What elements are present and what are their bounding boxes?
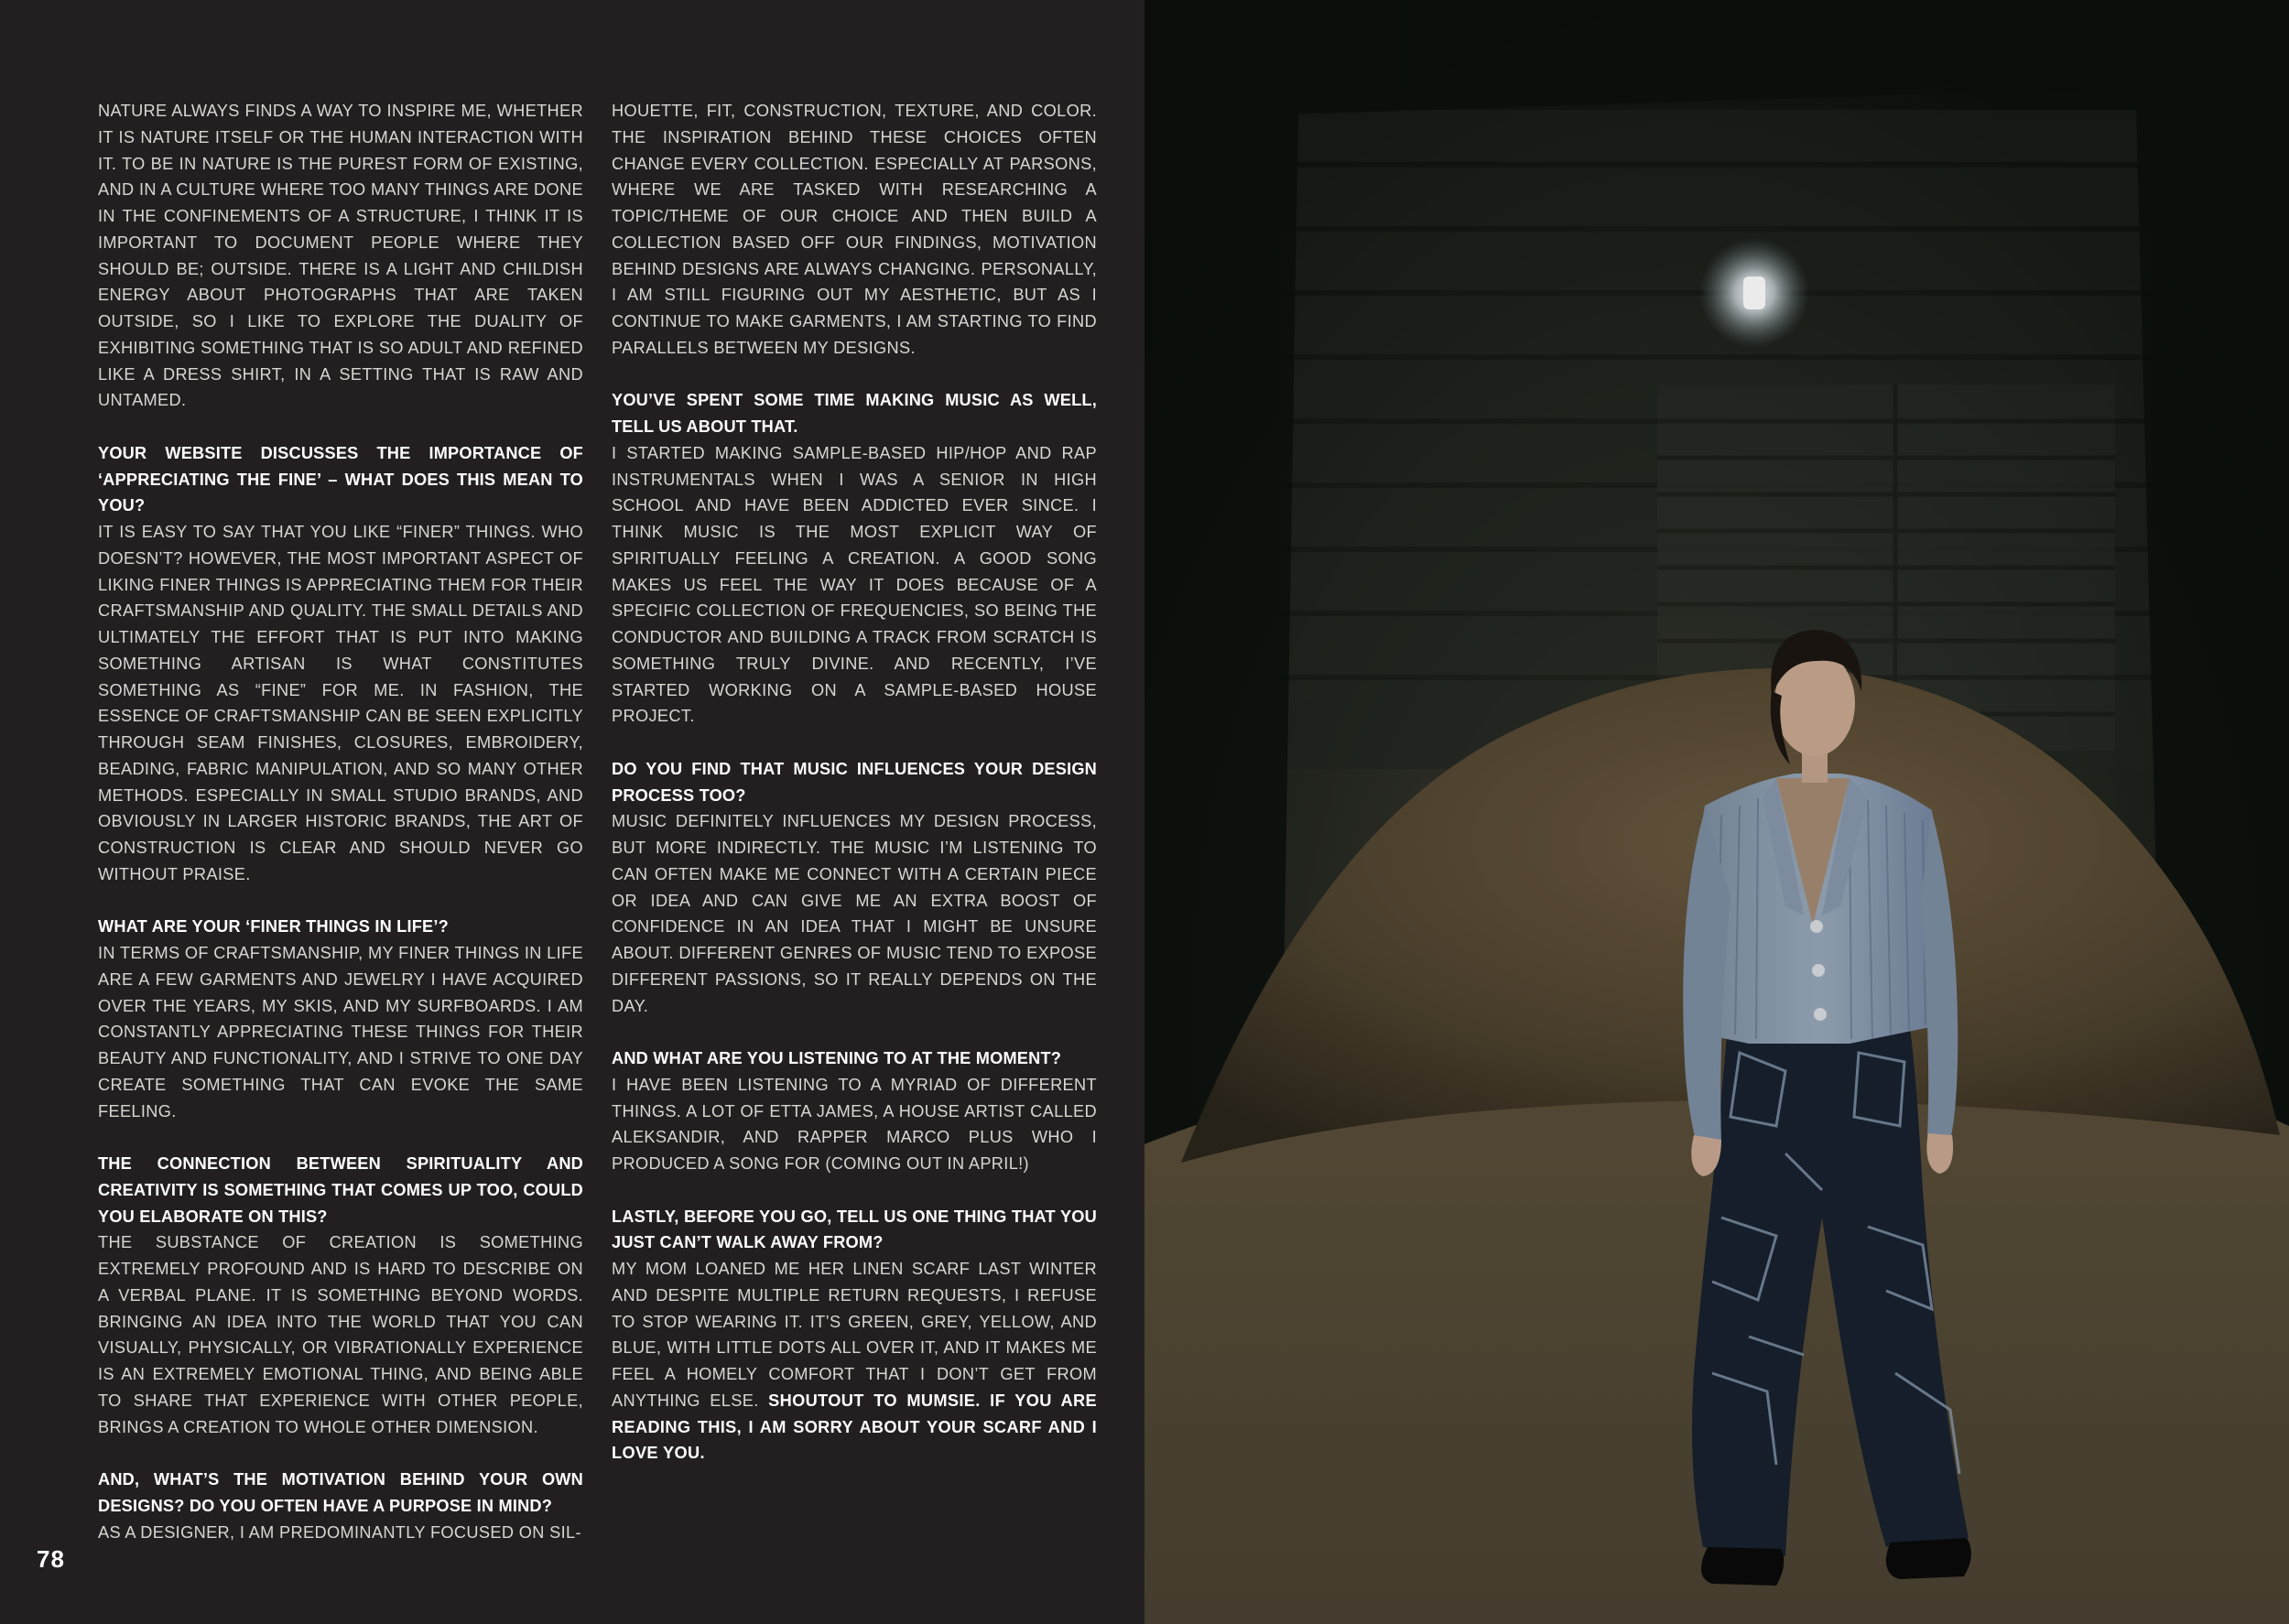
answer-text: NATURE ALWAYS FINDS A WAY TO INSPIRE ME, WHETHER IT IS NATURE ITSELF OR THE HUMAN INTERACTION WITH IT. TO BE IN NATURE IS THE PUREST FORM OF EXISTING, AND IN A CULTURE WHERE TOO MANY THINGS ARE DONE IN THE CONFINEMENTS OF A STRUCTURE, I THINK IT IS IMPORTANT TO DOCUMENT PEOPLE WHERE THEY SHOULD BE; OUTSIDE. THERE IS A LIGHT AND CHILDISH ENERGY ABOUT PHOTOGRAPHS THAT ARE TAKEN OUTSIDE, SO I LIKE TO EXPLORE THE DUALITY OF EXHIBITING SOMETHING THAT IS SO ADULT AND REFINED LIKE A DRESS SHIRT, IN A SETTING THAT IS RAW AND UNTAMED. (98, 102, 583, 410)
question-heading: AND, WHAT’S THE MOTIVATION BEHIND YOUR OWN DESIGNS? DO YOU OFTEN HAVE A PURPOSE IN MIND? (98, 1470, 583, 1515)
answer-text: IT IS EASY TO SAY THAT YOU LIKE “FINER” THINGS. WHO DOESN’T? HOWEVER, THE MOST IMPORTANT ASPECT OF LIKING FINER THINGS IS APPRECIATING THEM FOR THEIR CRAFTSMANSHIP AND QUALITY. THE SMALL DETAILS AND ULTIMATELY THE EFFORT THAT IS PUT INTO MAKING SOMETHING ARTISAN IS WHAT CONSTITUTES SOMETHING AS “FINE” FOR ME. IN FASHION, THE ESSENCE OF CRAFTSMANSHIP CAN BE SEEN EXPLICITLY THROUGH SEAM FINISHES, CLOSURES, EMBROIDERY, BEADING, FABRIC MANIPULATION, AND SO MANY OTHER METHODS. ESPECIALLY IN SMALL STUDIO BRANDS, AND OBVIOUSLY IN LARGER HISTORIC BRANDS, THE ART OF CONSTRUCTION IS CLEAR AND SHOULD NEVER GO WITHOUT PRAISE. (98, 523, 583, 883)
answer-text-main: MY MOM LOANED ME HER LINEN SCARF LAST WINTER AND DESPITE MULTIPLE RETURN REQUESTS, I REFUSE TO STOP WEARING IT. IT’S GREEN, GREY, YELLOW, AND BLUE, WITH LITTLE DOTS ALL OVER IT, AND IT MAKES ME FEEL A HOMELY COMFORT THAT I DON’T GET FROM ANYTHING ELSE. (612, 1260, 1097, 1410)
intro-paragraph (98, 98, 583, 414)
answer-text-emphasis: SHOUTOUT TO MUMSIE. IF YOU ARE READING THIS, I AM SORRY ABOUT YOUR SCARF AND I LOVE YOU. (612, 1391, 1098, 1463)
answer-text: MUSIC DEFINITELY INFLUENCES MY DESIGN PROCESS, BUT MORE INDIRECTLY. THE MUSIC I’M LISTENING TO CAN OFTEN MAKE ME CONNECT WITH A CERTAIN PIECE OR IDEA AND CAN GIVE ME AN EXTRA BOOST OF CONFIDENCE IN AN IDEA THAT I MIGHT BE UNSURE ABOUT. DIFFERENT GENRES OF MUSIC TEND TO EXPOSE DIFFERENT PASSIONS, SO IT REALLY DEPENDS ON THE DAY. (612, 812, 1097, 1015)
qa-block (612, 756, 1097, 1020)
photo-page (1144, 0, 2289, 1624)
qa-block (98, 914, 583, 1124)
answer-text: THE SUBSTANCE OF CREATION IS SOMETHING EXTREMELY PROFOUND AND IS HARD TO DESCRIBE ON A VERBAL PLANE. IT IS SOMETHING BEYOND WORDS. BRINGING AN IDEA INTO THE WORLD THAT YOU CAN VISUALLY, PHYSICALLY, OR VIBRATIONALLY EXPERIENCE IS AN EXTREMELY EMOTIONAL THING, AND BEING ABLE TO SHARE THAT EXPERIENCE WITH OTHER PEOPLE, BRINGS A CREATION TO WHOLE OTHER DIMENSION. (98, 1233, 583, 1436)
question-heading: YOU’VE SPENT SOME TIME MAKING MUSIC AS WELL, TELL US ABOUT THAT. (612, 391, 1097, 436)
continuation-paragraph (612, 98, 1097, 362)
answer-text: IN TERMS OF CRAFTSMANSHIP, MY FINER THINGS IN LIFE ARE A FEW GARMENTS AND JEWELRY I HAVE ACQUIRED OVER THE YEARS, MY SKIS, AND MY SURFBOARDS. I AM CONSTANTLY APPRECIATING THESE THINGS FOR THEIR BEAUTY AND FUNCTIONALITY, AND I STRIVE TO ONE DAY CREATE SOMETHING THAT CAN EVOKE THE SAME FEELING. (98, 944, 583, 1121)
answer-text: AS A DESIGNER, I AM PREDOMINANTLY FOCUSED ON SIL- (98, 1522, 581, 1542)
question-heading: YOUR WEBSITE DISCUSSES THE IMPORTANCE OF ‘APPRECIATING THE FINE’ – WHAT DOES THIS MEAN TO YOU? (98, 443, 583, 515)
answer-text: HOUETTE, FIT, CONSTRUCTION, TEXTURE, AND COLOR. THE INSPIRATION BEHIND THESE CHOICES OFTEN CHANGE EVERY COLLECTION. ESPECIALLY AT PARSONS, WHERE WE ARE TASKED WITH RESEARCHING A TOPIC/THEME OF OUR CHOICE AND THEN BUILD A COLLECTION BASED OFF OUR FINDINGS, MOTIVATION BEHIND DESIGNS ARE ALWAYS CHANGING. PERSONALLY, I AM STILL FIGURING OUT MY AESTHETIC, BUT AS I CONTINUE TO MAKE GARMENTS, I AM STARTING TO FIND PARALLELS BETWEEN MY DESIGNS. (612, 102, 1097, 357)
text-column-right (612, 98, 1097, 1467)
qa-block (98, 1151, 583, 1440)
film-vignette (1144, 0, 2289, 1624)
page-number: 78 (37, 1545, 65, 1573)
answer-text (612, 1256, 1097, 1467)
text-page (0, 0, 1144, 1624)
qa-block (612, 1204, 1097, 1467)
answer-text: I STARTED MAKING SAMPLE-BASED HIP/HOP AND RAP INSTRUMENTALS WHEN I WAS A SENIOR IN HIGH SCHOOL AND HAVE BEEN ADDICTED EVER SINCE. I THINK MUSIC IS THE MOST EXPLICIT WAY OF SPIRITUALLY FEELING A CREATION. A GOOD SONG MAKES US FEEL THE WAY IT DOES BECAUSE OF A SPECIFIC COLLECTION OF FREQUENCIES, SO BEING THE CONDUCTOR AND BUILDING A TRACK FROM SCRATCH IS SOMETHING TRULY DIVINE. AND RECENTLY, I’VE STARTED WORKING ON A SAMPLE-BASED HOUSE PROJECT. (612, 443, 1097, 726)
question-heading: WHAT ARE YOUR ‘FINER THINGS IN LIFE’? (98, 917, 449, 937)
question-heading: DO YOU FIND THAT MUSIC INFLUENCES YOUR DESIGN PROCESS TOO? (612, 759, 1097, 805)
qa-block (612, 387, 1097, 730)
answer-text: I HAVE BEEN LISTENING TO A MYRIAD OF DIFFERENT THINGS. A LOT OF ETTA JAMES, A HOUSE ARTIST CALLED ALEKSANDIR, AND RAPPER MARCO PLUS WHO I PRODUCED A SONG FOR (COMING OUT IN APRIL!) (612, 1075, 1097, 1173)
portrait-photo (1144, 0, 2289, 1624)
question-heading: THE CONNECTION BETWEEN SPIRITUALITY AND CREATIVITY IS SOMETHING THAT COMES UP TOO, COULD YOU ELABORATE ON THIS? (98, 1154, 583, 1226)
qa-block (98, 1467, 583, 1545)
text-column-left (98, 98, 583, 1545)
qa-block (98, 440, 583, 888)
question-heading: AND WHAT ARE YOU LISTENING TO AT THE MOMENT? (612, 1049, 1062, 1067)
qa-block (612, 1045, 1097, 1177)
question-heading: LASTLY, BEFORE YOU GO, TELL US ONE THING THAT YOU JUST CAN’T WALK AWAY FROM? (612, 1207, 1097, 1252)
